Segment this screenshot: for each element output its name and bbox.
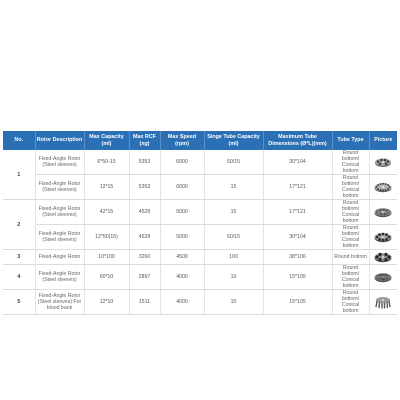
rotor-description: Fixed-Angle Rotor (Steel sleeves) For blood bank (35, 290, 84, 315)
fixed-angle-rotor-6-icon (373, 156, 393, 168)
single-tube-capacity: 15 (204, 200, 263, 225)
fixed-angle-rotor-12x50-icon (373, 231, 393, 243)
rotor-picture (369, 225, 397, 250)
fixed-angle-rotor-42-icon (373, 206, 393, 218)
header-single-tube-capacity: Singe Tube Capacity (ml) (204, 131, 263, 150)
max-capacity: 6*50-15 (84, 150, 129, 175)
max-speed: 6000 (160, 175, 204, 200)
max-speed: 5000 (160, 200, 204, 225)
single-tube-capacity: 10 (204, 265, 263, 290)
header-max-capacity: Max Capacity (ml) (84, 131, 129, 150)
max-capacity: 12*10 (84, 290, 129, 315)
max-capacity: 10*100 (84, 250, 129, 265)
row-number: 4 (3, 265, 35, 290)
rotor-description: Fixed-Angle Rotor (Steel sleeves) (35, 150, 84, 175)
tube-type: Round bottom/ Conical bottom (332, 225, 369, 250)
rotor-picture (369, 265, 397, 290)
header-picture: Picture (369, 131, 397, 150)
max-speed: 6000 (160, 150, 204, 175)
blood-bank-rotor-icon (373, 295, 393, 309)
max-rcf: 4528 (129, 200, 160, 225)
fixed-angle-rotor-12-icon (373, 181, 393, 193)
single-tube-capacity: 15 (204, 175, 263, 200)
rotor-picture (369, 290, 397, 315)
rotor-picture (369, 200, 397, 225)
rotor-description: Fixed-Angle Rotor (35, 250, 84, 265)
single-tube-capacity: 50/15 (204, 225, 263, 250)
max-tube-dimensions: 30*104 (263, 150, 332, 175)
tube-type: Round bottom/ Conical bottom (332, 150, 369, 175)
header-rotor-description: Rotor Description (35, 131, 84, 150)
max-tube-dimensions: 17*121 (263, 200, 332, 225)
max-rcf: 4528 (129, 225, 160, 250)
max-tube-dimensions: 30*104 (263, 225, 332, 250)
max-speed: 4000 (160, 290, 204, 315)
max-rcf: 3260 (129, 250, 160, 265)
rotor-description: Fixed-Angle Rotor (Steel sleeves) (35, 265, 84, 290)
max-capacity: 60*10 (84, 265, 129, 290)
tube-type: Round bottom/ Conical bottom (332, 290, 369, 315)
rotor-picture (369, 175, 397, 200)
max-capacity: 12*15 (84, 175, 129, 200)
row-number: 5 (3, 290, 35, 315)
max-tube-dimensions: 38*106 (263, 250, 332, 265)
table-row (3, 265, 397, 290)
max-capacity: 12*50(15) (84, 225, 129, 250)
table-row (3, 150, 397, 175)
table-row (3, 225, 397, 250)
max-speed: 5000 (160, 225, 204, 250)
row-number: 1 (3, 150, 35, 200)
rotor-description: Fixed-Angle Rotor (Steel sleeves) (35, 175, 84, 200)
table-row (3, 200, 397, 225)
single-tube-capacity: 50/15 (204, 150, 263, 175)
fixed-angle-rotor-60-icon (373, 271, 393, 283)
rotor-picture (369, 250, 397, 265)
max-speed: 4000 (160, 265, 204, 290)
table-row (3, 250, 397, 265)
row-number: 2 (3, 200, 35, 250)
max-tube-dimensions: 15*105 (263, 290, 332, 315)
rotor-spec-table (3, 131, 397, 315)
fixed-angle-rotor-10x100-icon (373, 251, 393, 263)
table-row (3, 290, 397, 315)
single-tube-capacity: 10 (204, 290, 263, 315)
max-speed: 4500 (160, 250, 204, 265)
rotor-picture (369, 150, 397, 175)
row-number: 3 (3, 250, 35, 265)
max-tube-dimensions: 17*121 (263, 175, 332, 200)
max-rcf: 5353 (129, 150, 160, 175)
max-rcf: 5353 (129, 175, 160, 200)
tube-type: Round bottom/ Conical bottom (332, 200, 369, 225)
max-tube-dimensions: 15*105 (263, 265, 332, 290)
table-header-row (3, 131, 397, 150)
single-tube-capacity: 100 (204, 250, 263, 265)
max-rcf: 1511 (129, 290, 160, 315)
tube-type: Round bottom/ Conical bottom (332, 175, 369, 200)
tube-type: Round bottom (332, 250, 369, 265)
table-row (3, 175, 397, 200)
tube-type: Round bottom/ Conical bottom (332, 265, 369, 290)
rotor-description: Fixed-Angle Rotor (Steel sleeves) (35, 200, 84, 225)
header-max-tube-dimensions: Maximum Tube Dimensions (Ø*L)(mm) (263, 131, 332, 150)
max-rcf: 2897 (129, 265, 160, 290)
header-max-speed: Max Speed (rpm) (160, 131, 204, 150)
header-tube-type: Tube Type (332, 131, 369, 150)
header-no: No. (3, 131, 35, 150)
header-max-rcf: Max RCF (xg) (129, 131, 160, 150)
max-capacity: 42*15 (84, 200, 129, 225)
rotor-description: Fixed-Angle Rotor (Steel sleeves) (35, 225, 84, 250)
